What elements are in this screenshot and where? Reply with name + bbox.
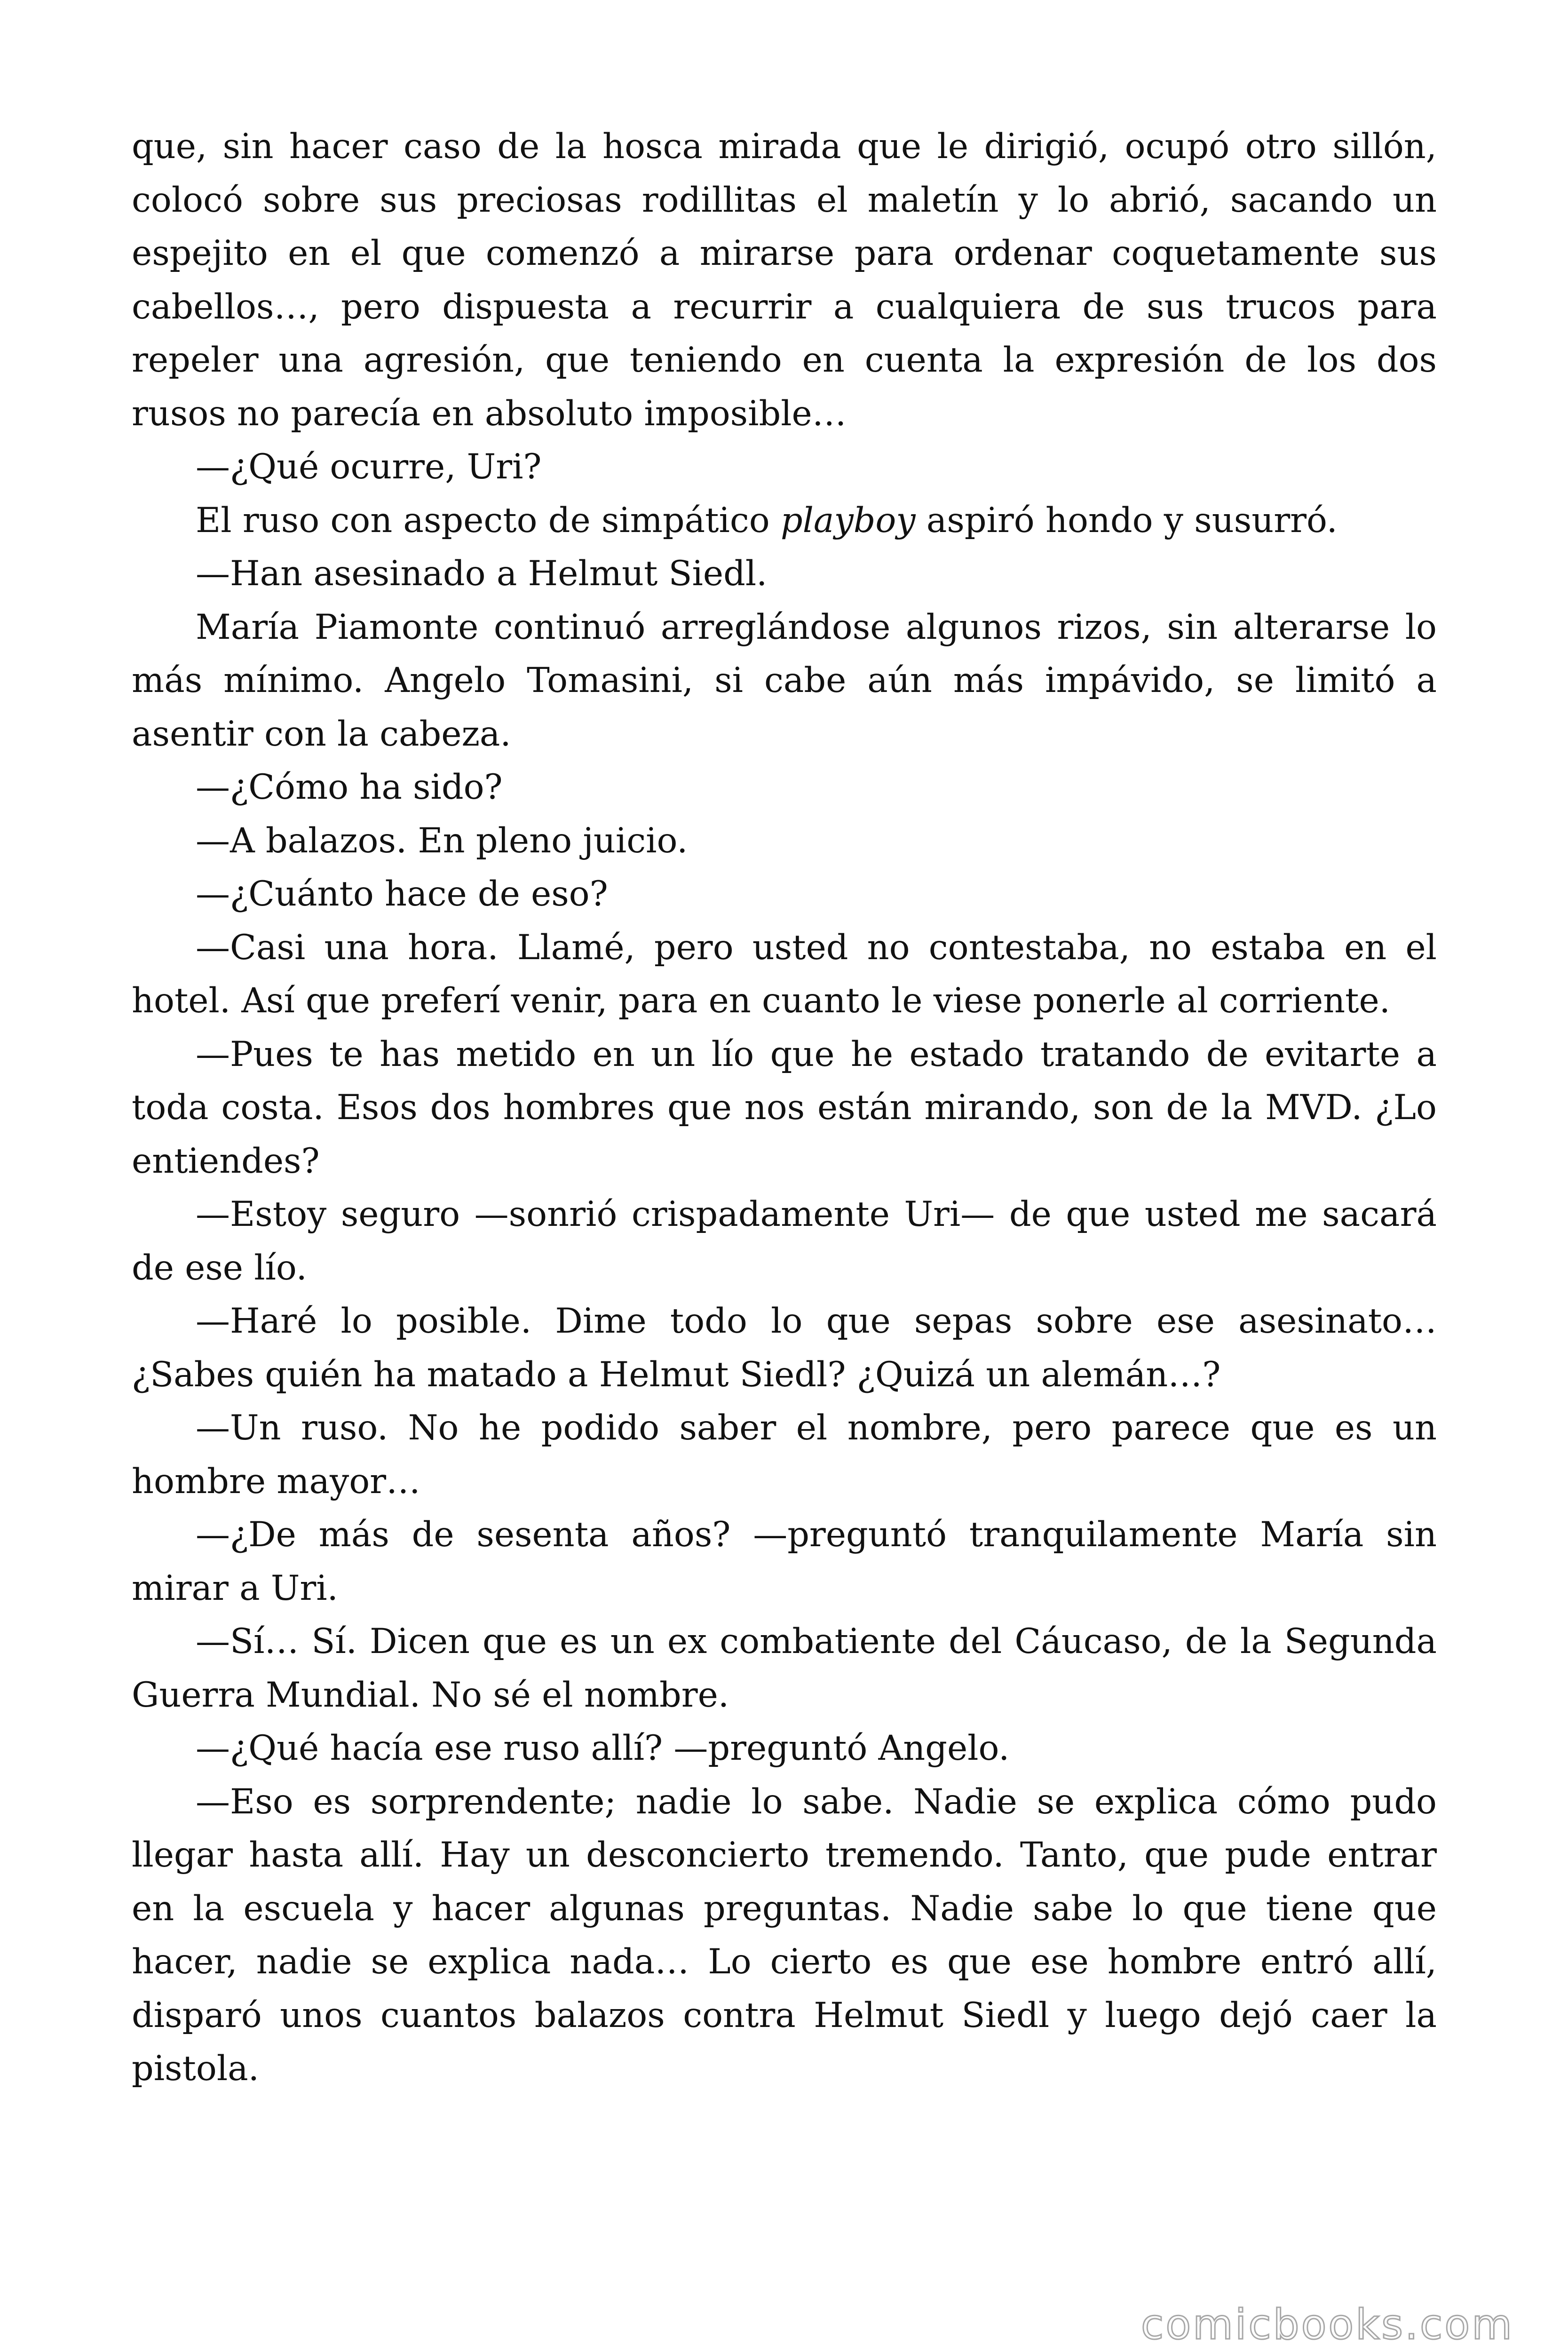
paragraph: —¿Qué hacía ese ruso allí? —preguntó Angelo. xyxy=(196,1728,1010,1768)
watermark: comicbooks.com xyxy=(1140,2300,1514,2349)
paragraph-text: aspiró hondo y susurró. xyxy=(915,500,1338,540)
paragraph: —Han asesinado a Helmut Siedl. xyxy=(196,554,768,594)
paragraph: —¿Cómo ha sido? xyxy=(196,767,503,807)
body-text xyxy=(132,120,1437,2096)
paragraph: —Eso es sorprendente; nadie lo sabe. Nadie se explica cómo pudo llegar hasta allí. Hay un desconcierto tremendo. Tanto, que pude entrar en la escuela y hacer algunas preguntas. Nadie sabe lo que tiene que hacer, nadie se explica nada… Lo cierto es que ese hombre entró allí, disparó unos cuantos balazos contra Helmut Siedl y luego dejó caer la pistola. xyxy=(132,1781,1437,2089)
paragraph: —Sí… Sí. Dicen que es un ex combatiente del Cáucaso, de la Segunda Guerra Mundial. No sé el nombre. xyxy=(132,1621,1437,1715)
paragraph: María Piamonte continuó arreglándose algunos rizos, sin alterarse lo más mínimo. Angelo Tomasini, si cabe aún más impávido, se limitó a asentir con la cabeza. xyxy=(132,607,1437,754)
paragraph: —Un ruso. No he podido saber el nombre, pero parece que es un hombre mayor… xyxy=(132,1408,1437,1502)
paragraph: —A balazos. En pleno juicio. xyxy=(196,820,688,861)
paragraph: —Pues te has metido en un lío que he estado tratando de evitarte a toda costa. Esos dos hombres que nos están mirando, son de la MVD. ¿Lo entiendes? xyxy=(132,1034,1437,1181)
paragraph: —Estoy seguro —sonrió crispadamente Uri— de que usted me sacará de ese lío. xyxy=(132,1194,1437,1288)
paragraph: —¿De más de sesenta años? —preguntó tranquilamente María sin mirar a Uri. xyxy=(132,1515,1437,1608)
paragraph-text: El ruso con aspecto de simpático xyxy=(196,500,781,540)
paragraph: —Haré lo posible. Dime todo lo que sepas sobre ese asesinato… ¿Sabes quién ha matado a Helmut Siedl? ¿Quizá un alemán…? xyxy=(132,1301,1437,1395)
paragraph: que, sin hacer caso de la hosca mirada que le dirigió, ocupó otro sillón, colocó sobre sus preciosas rodillitas el maletín y lo abrió, sacando un espejito en el que comenzó a mirarse para ordenar coquetamente sus cabellos…, pero dispuesta a recurrir a cualquiera de sus trucos para repeler una agresión, que teniendo en cuenta la expresión de los dos rusos no parecía en absoluto imposible… xyxy=(132,127,1437,434)
emphasis-text: playboy xyxy=(780,500,916,540)
paragraph: —¿Cuánto hace de eso? xyxy=(196,874,608,914)
paragraph xyxy=(132,494,1437,548)
paragraph: —Casi una hora. Llamé, pero usted no contestaba, no estaba en el hotel. Así que preferí venir, para en cuanto le viese ponerle al corriente. xyxy=(132,927,1437,1021)
paragraph: —¿Qué ocurre, Uri? xyxy=(196,447,542,487)
